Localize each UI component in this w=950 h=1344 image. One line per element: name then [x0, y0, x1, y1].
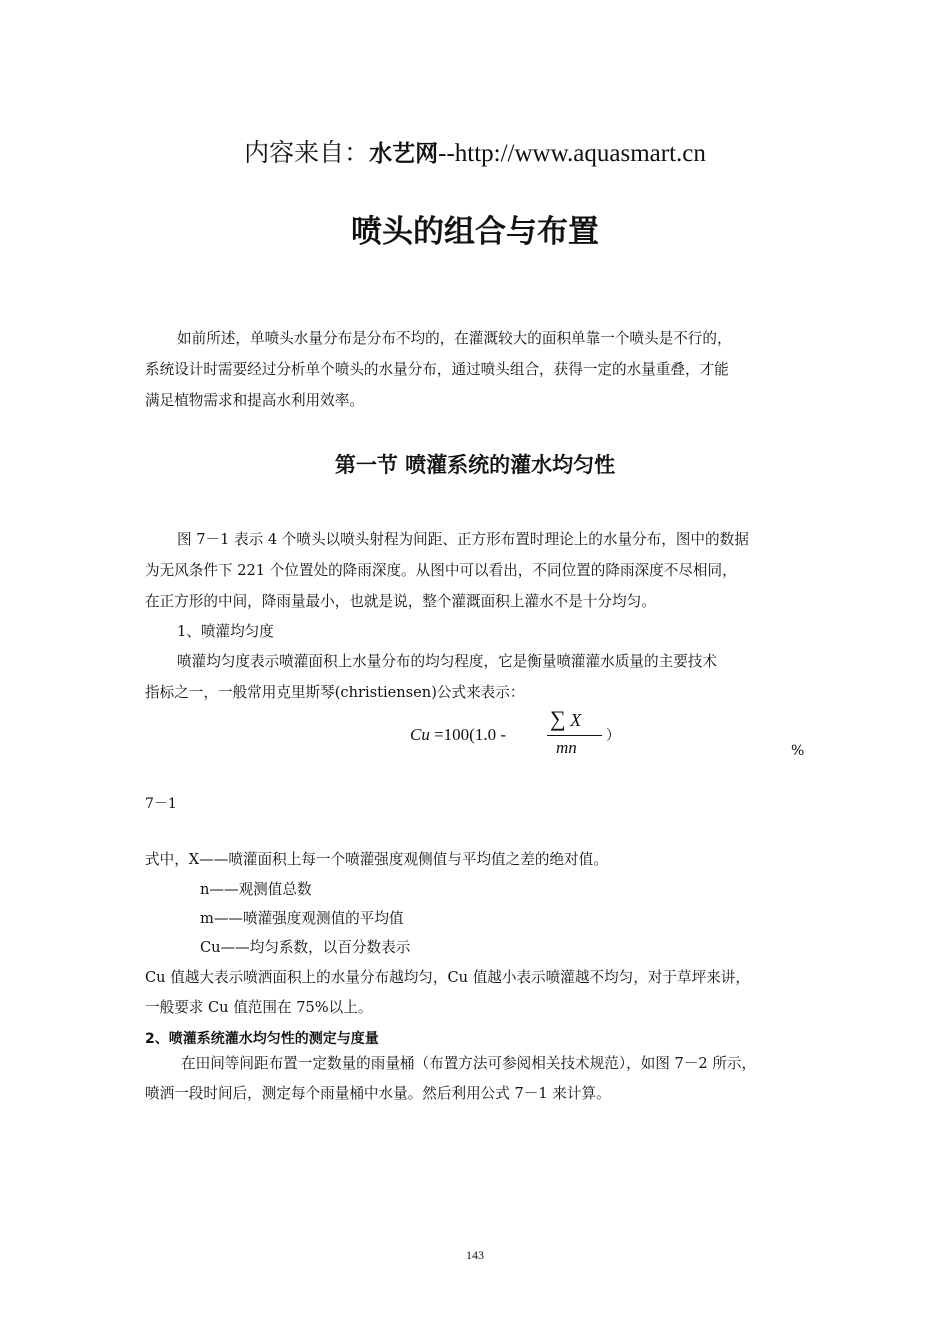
- definition-cu: Cu——均匀系数，以百分数表示: [200, 939, 411, 956]
- formula-numerator: [550, 706, 581, 732]
- document-title: 喷头的组合与布置: [351, 214, 599, 250]
- para1-line-3: 在正方形的中间，降雨量最小，也就是说，整个灌溉面积上灌水不是十分均匀。: [145, 593, 656, 610]
- para3-line-2: 一般要求 Cu 值范围在 75%以上。: [145, 999, 373, 1016]
- intro-line-3: 满足植物需求和提高水利用效率。: [145, 392, 364, 409]
- sigma-symbol: ∑: [550, 706, 566, 731]
- definition-n: n——观测值总数: [200, 881, 312, 898]
- para2-line-1: 喷灌均匀度表示喷灌面积上水量分布的均匀程度，它是衡量喷灌灌水质量的主要技术: [177, 653, 717, 670]
- formula-unit: %: [791, 743, 805, 759]
- formula-close-paren: ）: [606, 729, 620, 744]
- para1-line-1: 图 7－1 表示 4 个喷头以喷头射程为间距、正方形布置时理论上的水量分布，图中的数据: [177, 531, 749, 548]
- fraction-bar: [547, 735, 602, 736]
- subheading-uniformity: 1、喷灌均匀度: [177, 623, 274, 640]
- para4-line-2: 喷洒一段时间后，测定每个雨量桶中水量。然后利用公式 7－1 来计算。: [145, 1085, 611, 1102]
- para1-line-2: 为无风条件下 221 个位置处的降雨深度。从图中可以看出，不同位置的降雨深度不尽相同，: [145, 562, 737, 579]
- section-heading: 第一节 喷灌系统的灌水均匀性: [334, 453, 616, 477]
- formula-x-var: X: [570, 710, 582, 730]
- source-header: [0, 133, 950, 169]
- subheading-measurement: 2、喷灌系统灌水均匀性的测定与度量: [145, 1031, 379, 1047]
- para3-line-1: Cu 值越大表示喷洒面积上的水量分布越均匀，Cu 值越小表示喷灌越不均匀，对于草坪来讲，: [145, 969, 750, 986]
- para4-line-1: 在田间等间距布置一定数量的雨量桶（布置方法可参阅相关技术规范），如图 7－2 所示，: [181, 1055, 757, 1072]
- para2-line-2: 指标之一，一般常用克里斯琴(christiensen)公式来表示：: [145, 684, 525, 701]
- christiansen-formula: [410, 706, 630, 766]
- formula-lhs: [410, 725, 506, 745]
- source-url[interactable]: --http://www.aquasmart.cn: [438, 140, 706, 167]
- formula-cu-var: Cu: [410, 725, 430, 744]
- page-number: 143: [466, 1248, 484, 1262]
- source-brand: 水艺网: [369, 141, 439, 167]
- formula-denominator: mn: [556, 738, 577, 757]
- intro-line-2: 系统设计时需要经过分析单个喷头的水量分布，通过喷头组合，获得一定的水量重叠，才能: [145, 361, 729, 378]
- source-prefix: 内容来自：: [244, 140, 370, 167]
- intro-line-1: 如前所述，单喷头水量分布是分布不均的，在灌溉较大的面积单靠一个喷头是不行的，: [177, 330, 732, 347]
- definition-m: m——喷灌强度观测值的平均值: [200, 910, 404, 927]
- definition-lead: 式中，X——喷灌面积上每一个喷灌强度观侧值与平均值之差的绝对值。: [145, 851, 608, 868]
- formula-lhs-rest: =100(1.0 -: [429, 725, 507, 744]
- equation-number: 7－1: [145, 796, 177, 812]
